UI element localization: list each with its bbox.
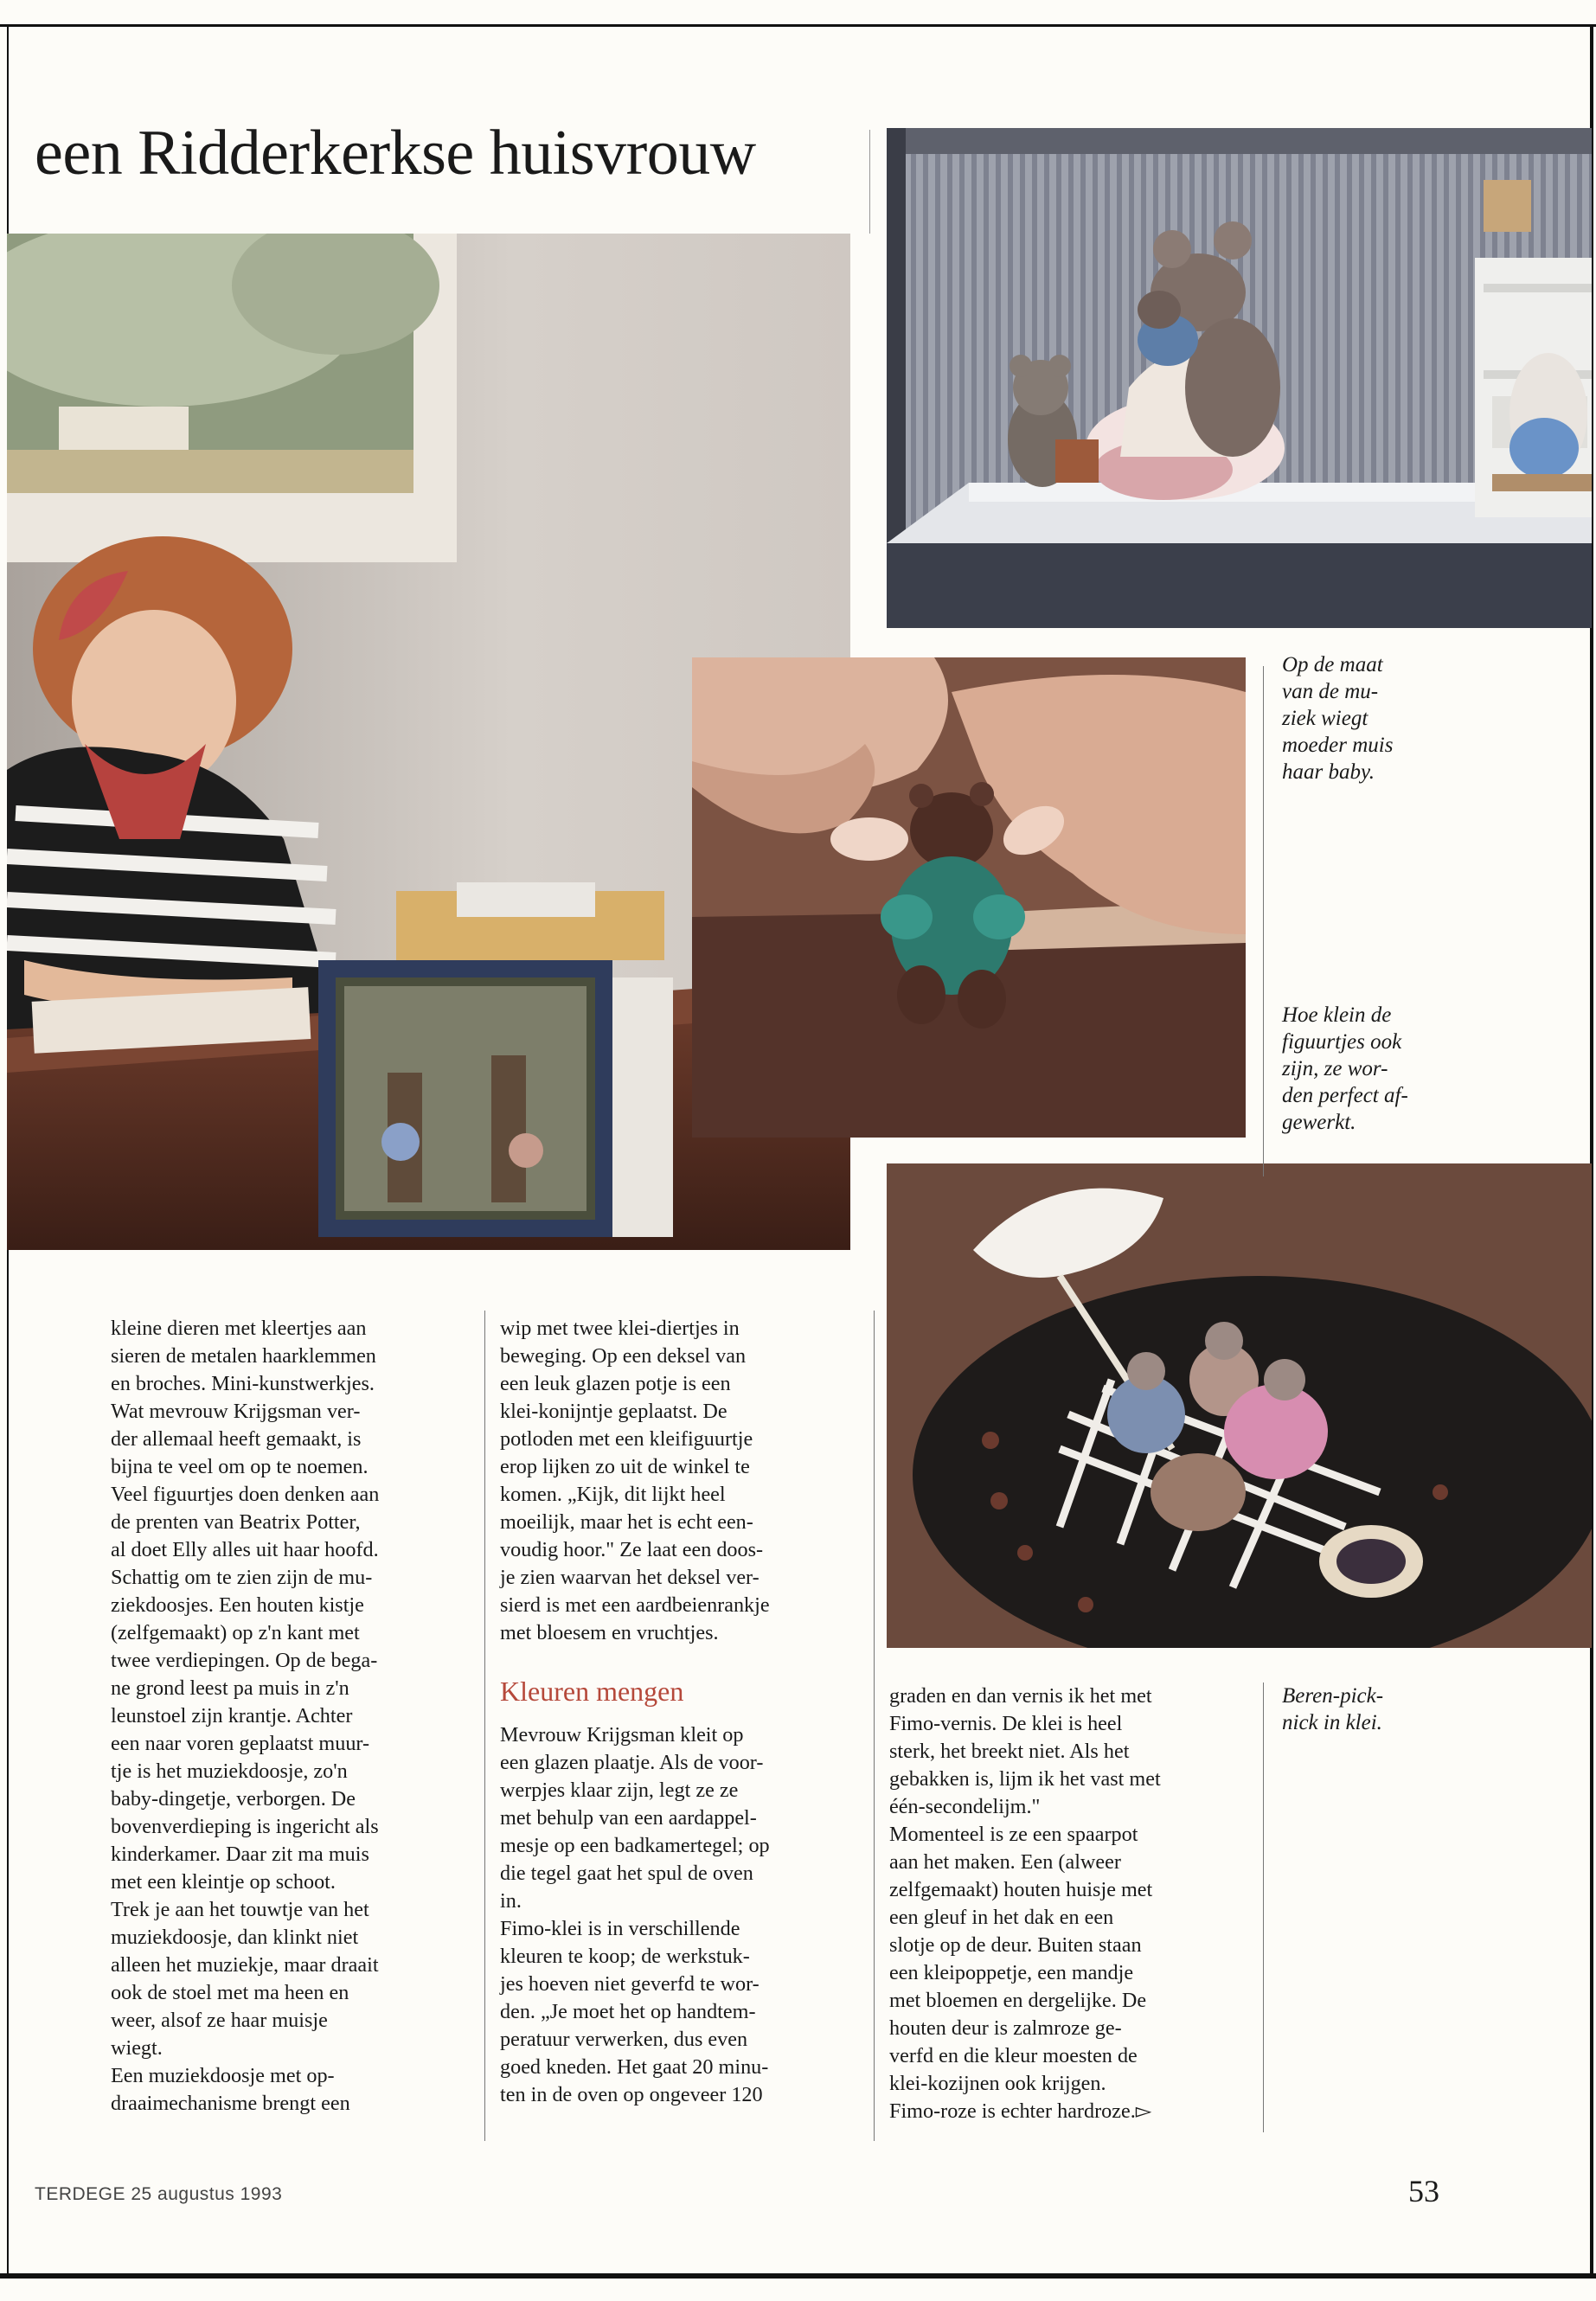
caption-figures: Hoe klein de figuurtjes ook zijn, ze wor- den perfect af- gewerkt. (1282, 1003, 1408, 1134)
caption-mouse: Op de maat van de mu- ziek wiegt moeder muis haar baby. (1282, 653, 1394, 784)
headline-divider (869, 130, 870, 234)
top-rule (0, 24, 1596, 27)
caption-divider-bottom (1263, 1682, 1264, 2132)
caption-picnic: Beren-pick- nick in klei. (1282, 1684, 1384, 1734)
photo-bear-picnic (887, 1163, 1592, 1648)
column-3: graden en dan vernis ik het met Fimo-vernis. De klei is heel sterk, het breekt niet. Als het gebakken is, lijm ik het vast met één-secondelijm." Momenteel is ze een spaarpot aan het maken. Een (alweer zelfgemaakt) houten huisje met een gleuf in het dak en een slotje op de deur. Buiten staan een kleipoppetje, een mandje met bloemen en dergelijke. De houten deur is zalmroze ge- verfd en die kleur moesten de klei-kozijnen ook krijgen. Fimo-roze is echter hardroze.▻ (889, 1684, 1161, 2123)
bottom-rule (0, 2273, 1596, 2279)
subhead-kleuren-mengen: Kleuren mengen (500, 1676, 684, 1707)
column-divider-2 (874, 1311, 875, 2141)
column-divider-1 (484, 1311, 485, 2141)
caption-divider-top (1263, 666, 1264, 1176)
footer-magazine-date: TERDEGE 25 augustus 1993 (35, 2184, 283, 2204)
column-2: wip met twee klei-diertjes in beweging. Op een deksel van een leuk glazen potje is een klei-konijntje geplaatst. De potloden met een kleifiguurtje erop lijken zo uit de winkel te komen. „Kijk, dit lijkt heel moeilijk, maar het is echt een- voudig hoor." Ze laat een doos- je zien waarvan het deksel ver- sierd is met een aardbeienrankje met bloesem en vruchtjes. Kleuren mengen Mevrouw Krijgsman kleit op een glazen plaatje. Als de voor- werpjes klaar zijn, legt ze ze met behulp van een aardappel- mesje op een badkamertegel; op die tegel gaat het spul de oven in. Fimo-klei is in verschillende kleuren te koop; de werkstuk- jes hoeven niet geverfd te wor- den. „Je moet het op handtem- peratuur verwerken, dus even goed kneden. Het gaat 20 minu- ten in de oven op ongeveer 120 (500, 1315, 863, 2109)
photo-hands-bear-figure (692, 657, 1246, 1138)
headline: een Ridderkerkse huisvrouw (35, 118, 756, 189)
column-1: kleine dieren met kleertjes aan sieren de metalen haarklemmen en broches. Mini-kunstwerkjes. Wat mevrouw Krijgsman ver- der allemaal heeft gemaakt, is bijna te veel om op te noemen. Veel figuurtjes doen denken aan de prenten van Beatrix Potter, al doet Elly alles uit haar hoofd. Schattig om te zien zijn de mu- ziekdoosjes. Een houten kistje (zelfgemaakt) op z'n kant met twee verdiepingen. Op de bega- ne grond leest pa muis in z'n leunstoel zijn krantje. Achter een naar voren geplaatst muur- tje is het muziekdoosje, zo'n baby-dingetje, verborgen. De bovenverdieping is ingericht als kinderkamer. Daar zit ma muis met een kleintje op schoot. Trek je aan het touwtje van het muziekdoosje, dan klinkt niet alleen het muziekje, maar draait ook de stoel met ma heen en weer, alsof ze haar muisje wiegt. Een muziekdoosje met op- draaimechanisme brengt een (111, 1317, 380, 2115)
page-number: 53 (1408, 2174, 1439, 2208)
photo-mouse-music-box (887, 128, 1592, 628)
